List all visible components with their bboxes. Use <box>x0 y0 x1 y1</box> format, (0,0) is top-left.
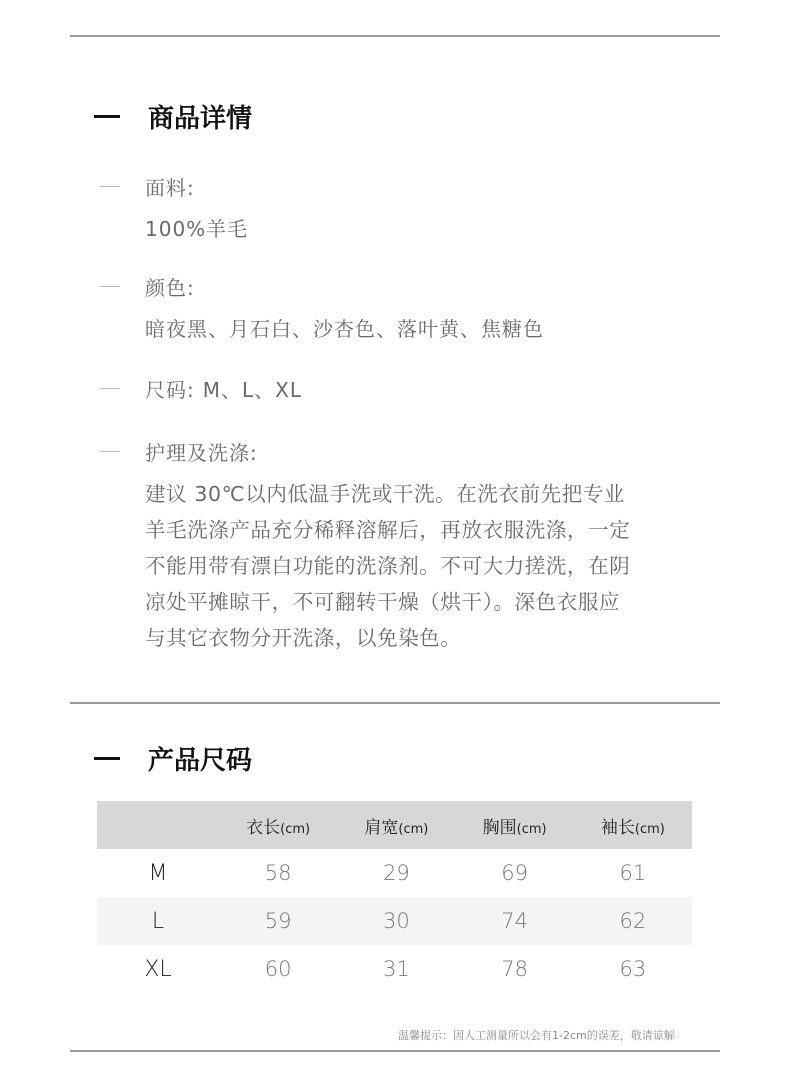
header-shoulder: 肩宽(cm) <box>337 801 455 849</box>
care-line: 凉处平摊晾干，不可翻转干燥（烘干）。深色衣服应 <box>145 590 621 614</box>
value-cell: 69 <box>501 861 528 885</box>
bullet-dash-icon <box>100 451 120 452</box>
bullet-dash-icon <box>100 388 120 389</box>
heading-dash-icon <box>94 757 120 760</box>
size-cell: XL <box>144 956 172 982</box>
header-length: 衣长(cm) <box>219 801 337 849</box>
size-chart-table <box>97 801 692 993</box>
value-cell: 61 <box>619 861 647 885</box>
value-cell: 31 <box>383 957 410 981</box>
size-chart-heading <box>94 740 252 777</box>
care-line: 羊毛洗涤产品充分稀释溶解后，再放衣服洗涤，一定 <box>145 518 631 542</box>
bottom-divider <box>70 1050 720 1052</box>
size-label: 尺码: <box>145 378 195 402</box>
care-instructions <box>145 476 690 656</box>
care-line: 建议 30℃以内低温手洗或干洗。在洗衣前先把专业 <box>145 482 626 506</box>
fabric-label: 面料: <box>145 176 195 200</box>
size-item <box>100 374 720 403</box>
value-cell: 74 <box>456 897 574 945</box>
bullet-dash-icon <box>100 186 120 187</box>
care-label: 护理及洗涤: <box>145 441 258 465</box>
color-value: 暗夜黑、月石白、沙杏色、落叶黄、焦糖色 <box>145 317 544 341</box>
product-details-title: 商品详情 <box>148 104 253 134</box>
care-item <box>100 437 720 466</box>
bullet-dash-icon <box>100 286 120 287</box>
table-row <box>97 897 692 945</box>
header-sleeve: 袖长(cm) <box>574 801 692 849</box>
table-header-row <box>97 801 692 849</box>
header-chest: 胸围(cm) <box>456 801 574 849</box>
table-row <box>97 849 692 897</box>
heading-dash-icon <box>94 115 120 118</box>
color-label: 颜色: <box>145 276 195 300</box>
product-details-heading <box>94 98 252 135</box>
value-cell: 78 <box>501 957 528 981</box>
middle-divider <box>70 702 720 704</box>
top-divider <box>70 35 720 37</box>
value-cell: 58 <box>264 861 292 885</box>
value-cell: 30 <box>337 897 455 945</box>
size-value: M、L、XL <box>202 378 302 402</box>
fabric-value: 100%羊毛 <box>145 217 249 241</box>
size-cell: M <box>148 860 168 886</box>
value-cell: 63 <box>619 957 647 981</box>
care-line: 不能用带有漂白功能的洗涤剂。不可大力搓洗，在阴 <box>145 554 631 578</box>
care-line: 与其它衣物分开洗涤，以免染色。 <box>145 626 462 650</box>
color-item <box>100 272 720 342</box>
value-cell: 60 <box>264 957 292 981</box>
value-cell: 59 <box>219 897 337 945</box>
value-cell: 29 <box>383 861 410 885</box>
table-row <box>97 945 692 993</box>
size-cell: L <box>97 897 219 945</box>
fabric-item <box>100 172 720 242</box>
size-chart-title: 产品尺码 <box>148 746 253 776</box>
measurement-note: 温馨提示：因人工测量所以会有1-2cm的误差，敬请谅解 <box>398 1029 675 1042</box>
value-cell: 62 <box>574 897 692 945</box>
header-size-cell <box>97 801 219 849</box>
